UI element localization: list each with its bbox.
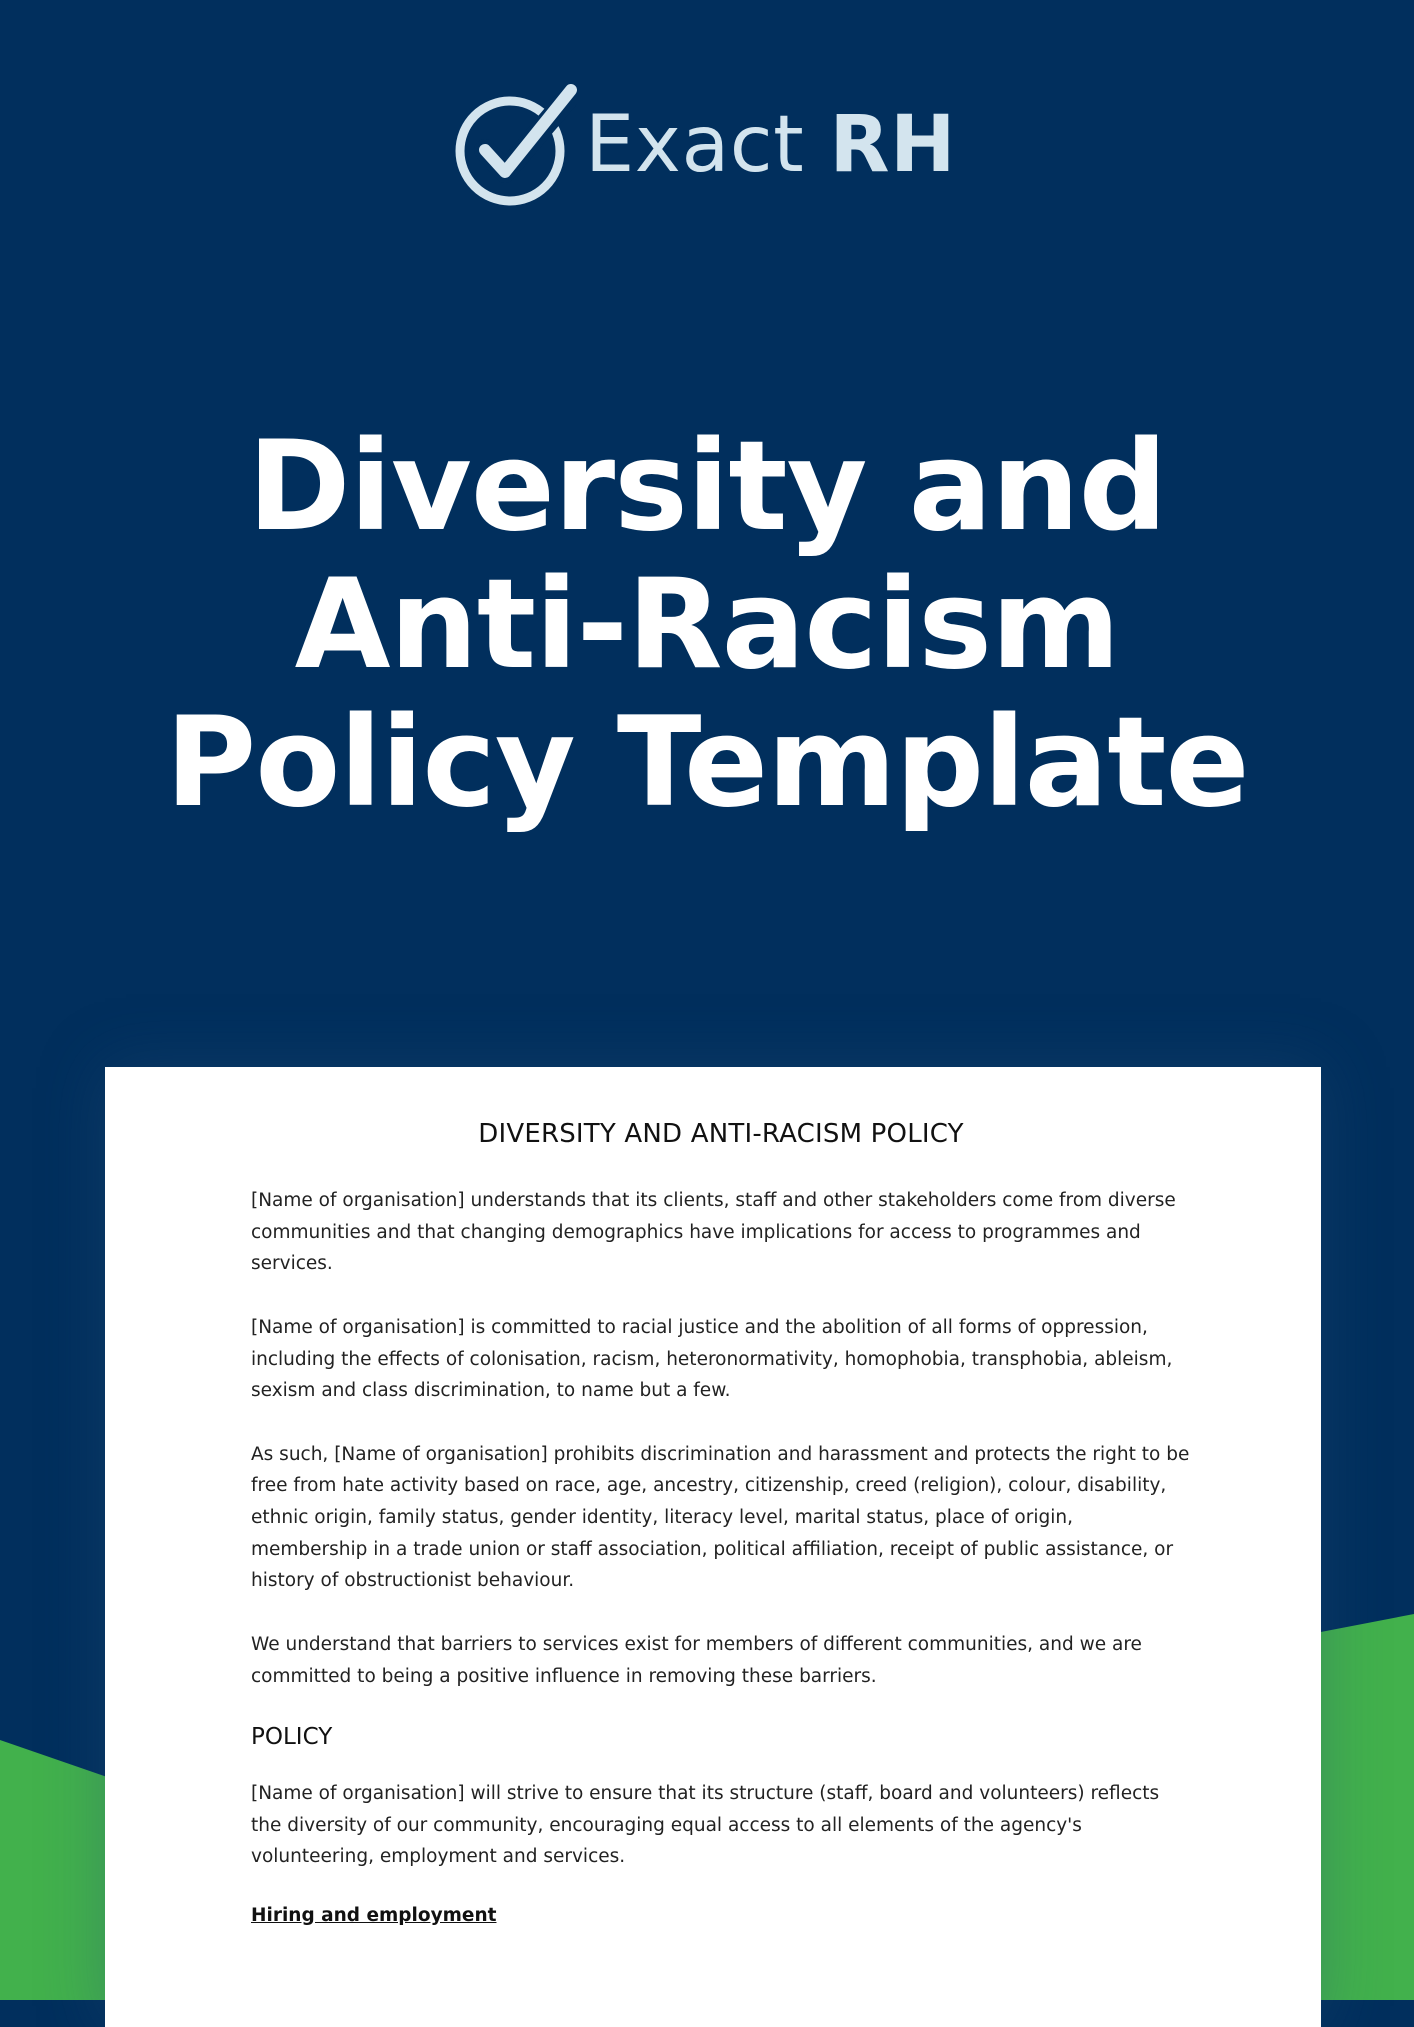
hero-title [0,415,1414,835]
document-body [251,1119,1191,1926]
document-paragraph-2: [Name of organisation] is committed to racial justice and the abolition of all forms of oppression, including the effects of colonisation, racism, heteronormativity, homophobia, transphobia, ableism, sexism and class discrimination, to name but a few. [251,1316,1173,1402]
hiring-subheading: Hiring and employment [251,1904,497,1926]
hero-title-line-1: Diversity and [247,415,1167,559]
hero-title-line-3: Policy Template [165,691,1249,835]
policy-paragraph: [Name of organisation] will strive to ensure that its structure (staff, board and volunteers) reflects the diversity of our community, encouraging equal access to all elements of the agency's volunteering, employment and services. [251,1782,1160,1868]
document-paragraph-1: [Name of organisation] understands that its clients, staff and other stakeholders come from diverse communities and that changing demographics have implications for access to programmes and services. [251,1190,1176,1275]
checkmark-circle-icon [455,84,577,206]
document-preview [105,1067,1321,2027]
green-wedge-left [0,1740,110,2000]
hero-title-line-2: Anti-Racism [294,553,1120,697]
brand-name [585,100,956,190]
brand-name-light: Exact [585,100,805,190]
document-paragraph-3: As such, [Name of organisation] prohibits discrimination and harassment and protects the right to be free from hate activity based on race, age, ancestry, citizenship, creed (religion), colour, disability, ethnic origin, family status, gender identity, literacy level, marital status, place of origin, membership in a trade union or staff association, political affiliation, receipt of public assistance, or history of obstructionist behaviour. [251,1443,1190,1592]
document-paragraph-4: We understand that barriers to services exist for members of different communities, and we are committed to being a positive influence in removing these barriers. [251,1633,1142,1687]
brand-name-bold: RH [829,100,956,190]
policy-heading: POLICY [251,1723,333,1750]
brand-logo [455,84,956,206]
document-title: DIVERSITY AND ANTI-RACISM POLICY [478,1119,964,1149]
